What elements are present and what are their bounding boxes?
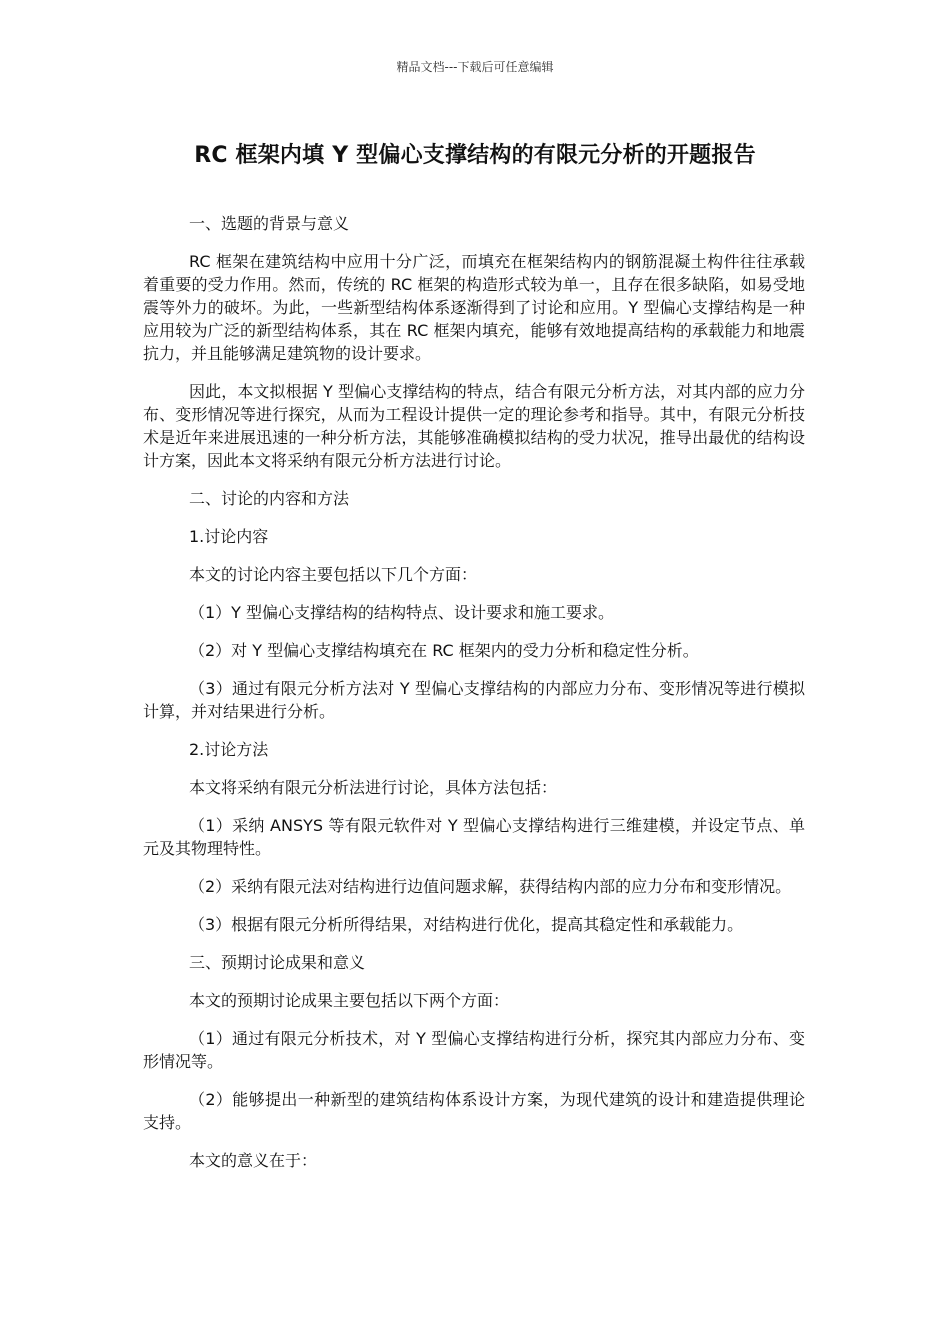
list-item-result-2: （2）能够提出一种新型的建筑结构体系设计方案，为现代建筑的设计和建造提供理论支持。: [143, 1090, 805, 1132]
list-item-content-3: （3）通过有限元分析方法对 Y 型偏心支撑结构的内部应力分布、变形情况等进行模拟计算，并对结果进行分析。: [143, 679, 805, 721]
list-item-method-2: （2）采纳有限元法对结构进行边值问题求解，获得结构内部的应力分布和变形情况。: [189, 877, 792, 896]
page-header: 精品文档---下载后可任意编辑: [396, 60, 554, 74]
list-item-content-1: （1）Y 型偏心支撑结构的结构特点、设计要求和施工要求。: [189, 603, 615, 622]
list-item-method-3: （3）根据有限元分析所得结果，对结构进行优化，提高其稳定性和承载能力。: [189, 915, 744, 934]
document-body: [143, 212, 805, 1187]
paragraph-purpose: 因此，本文拟根据 Y 型偏心支撑结构的特点，结合有限元分析方法，对其内部的应力分布、变形情况等进行探究，从而为工程设计提供一定的理论参考和指导。其中，有限元分析技术是近年来进展迅速的一种分析方法，其能够准确模拟结构的受力状况，推导出最优的结构设计方案，因此本文将采纳有限元分析方法进行讨论。: [143, 382, 805, 470]
subheading-research-content: 1.讨论内容: [189, 527, 269, 546]
paragraph-background: RC 框架在建筑结构中应用十分广泛，而填充在框架结构内的钢筋混凝土构件往往承载着重要的受力作用。然而，传统的 RC 框架的构造形式较为单一，且存在很多缺陷，如易受地震等外力的破坏。为此，一些新型结构体系逐渐得到了讨论和应用。Y 型偏心支撑结构是一种应用较为广泛的新型结构体系，其在 RC 框架内填充，能够有效地提高结构的承载能力和地震抗力，并且能够满足建筑物的设计要求。: [143, 252, 805, 363]
document-title: RC 框架内填 Y 型偏心支撑结构的有限元分析的开题报告: [194, 143, 756, 168]
list-item-content-2: （2）对 Y 型偏心支撑结构填充在 RC 框架内的受力分析和稳定性分析。: [189, 641, 699, 660]
paragraph-content-intro: 本文的讨论内容主要包括以下几个方面：: [189, 565, 478, 584]
list-item-result-1: （1）通过有限元分析技术，对 Y 型偏心支撑结构进行分析，探究其内部应力分布、变形情况等。: [143, 1029, 805, 1071]
subheading-research-methods: 2.讨论方法: [189, 740, 269, 759]
paragraph-significance-intro: 本文的意义在于：: [189, 1151, 318, 1170]
section-heading-content-methods: 二、讨论的内容和方法: [189, 489, 350, 508]
list-item-method-1: （1）采纳 ANSYS 等有限元软件对 Y 型偏心支撑结构进行三维建模，并设定节点、单元及其物理特性。: [143, 816, 805, 858]
paragraph-methods-intro: 本文将采纳有限元分析法进行讨论，具体方法包括：: [189, 778, 558, 797]
section-heading-background: 一、选题的背景与意义: [189, 214, 350, 233]
section-heading-expected-results: 三、预期讨论成果和意义: [189, 953, 366, 972]
paragraph-results-intro: 本文的预期讨论成果主要包括以下两个方面：: [189, 991, 510, 1010]
